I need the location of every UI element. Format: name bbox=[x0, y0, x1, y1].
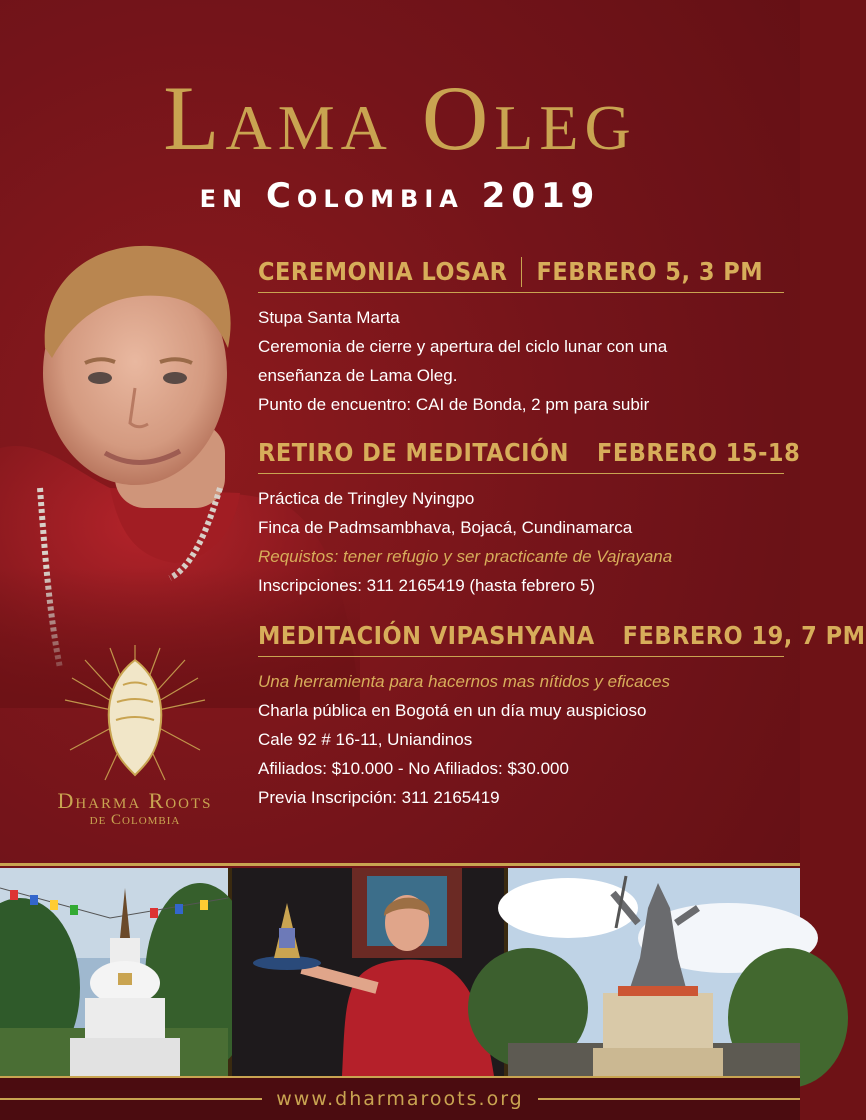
event-retiro bbox=[258, 436, 801, 600]
event-line: Charla pública en Bogotá en un día muy auspicioso bbox=[258, 701, 647, 720]
event-line: Práctica de Tringley Nyingpo bbox=[258, 489, 475, 508]
event-date: FEBRERO 5, 3 PM bbox=[536, 257, 764, 286]
page-title bbox=[0, 67, 800, 169]
event-line: Cale 92 # 16-11, Uniandinos bbox=[258, 730, 473, 749]
dharma-roots-logo bbox=[20, 640, 250, 840]
ceremony-photo bbox=[232, 868, 504, 1076]
event-description bbox=[258, 303, 784, 419]
event-line: Previa Inscripción: 311 2165419 bbox=[258, 788, 500, 807]
logo-subtitle: de Colombia bbox=[89, 812, 181, 828]
event-line: Afiliados: $10.000 - No Afiliados: $30.000 bbox=[258, 759, 569, 778]
event-date: FEBRERO 19, 7 PM bbox=[622, 621, 866, 650]
event-tagline: Una herramienta para hacernos mas nítidos y eficaces bbox=[258, 672, 670, 691]
divider-line bbox=[0, 863, 800, 866]
footer bbox=[0, 1078, 800, 1120]
event-line: Finca de Padmsambhava, Bojacá, Cundinamarca bbox=[258, 518, 633, 537]
event-line: Inscripciones: 311 2165419 (hasta febrero 5) bbox=[258, 576, 596, 595]
conch-shell-icon bbox=[20, 640, 250, 790]
event-description bbox=[258, 484, 784, 600]
stupa-photo bbox=[0, 868, 228, 1076]
event-description bbox=[258, 667, 784, 812]
event-vipashyana bbox=[258, 619, 866, 812]
event-name: RETIRO DE MEDITACIÓN bbox=[258, 438, 569, 467]
event-requirements: Requistos: tener refugio y ser practicante de Vajrayana bbox=[258, 547, 673, 566]
event-header bbox=[258, 619, 866, 657]
statue-photo bbox=[508, 868, 800, 1076]
event-header bbox=[258, 255, 784, 293]
subtitle-text: en Colombia 2019 bbox=[199, 176, 601, 216]
events-list bbox=[258, 255, 866, 812]
event-losar bbox=[258, 255, 784, 419]
event-header bbox=[258, 436, 801, 474]
event-line: Punto de encuentro: CAI de Bonda, 2 pm para subir bbox=[258, 395, 650, 414]
event-line: Ceremonia de cierre y apertura del ciclo lunar con una bbox=[258, 337, 668, 356]
logo-name: Dharma Roots bbox=[57, 788, 213, 813]
title-text: Lama Oleg bbox=[163, 67, 637, 169]
event-line: enseñanza de Lama Oleg. bbox=[258, 366, 458, 385]
header-divider bbox=[521, 257, 522, 287]
website-link[interactable]: www.dharmaroots.org bbox=[276, 1088, 524, 1110]
photo-strip bbox=[0, 868, 800, 1076]
page-subtitle bbox=[0, 176, 800, 216]
event-date: FEBRERO 15-18 bbox=[596, 438, 801, 467]
event-name: CEREMONIA LOSAR bbox=[258, 257, 508, 286]
event-name: MEDITACIÓN VIPASHYANA bbox=[258, 621, 595, 650]
event-line: Stupa Santa Marta bbox=[258, 308, 400, 327]
